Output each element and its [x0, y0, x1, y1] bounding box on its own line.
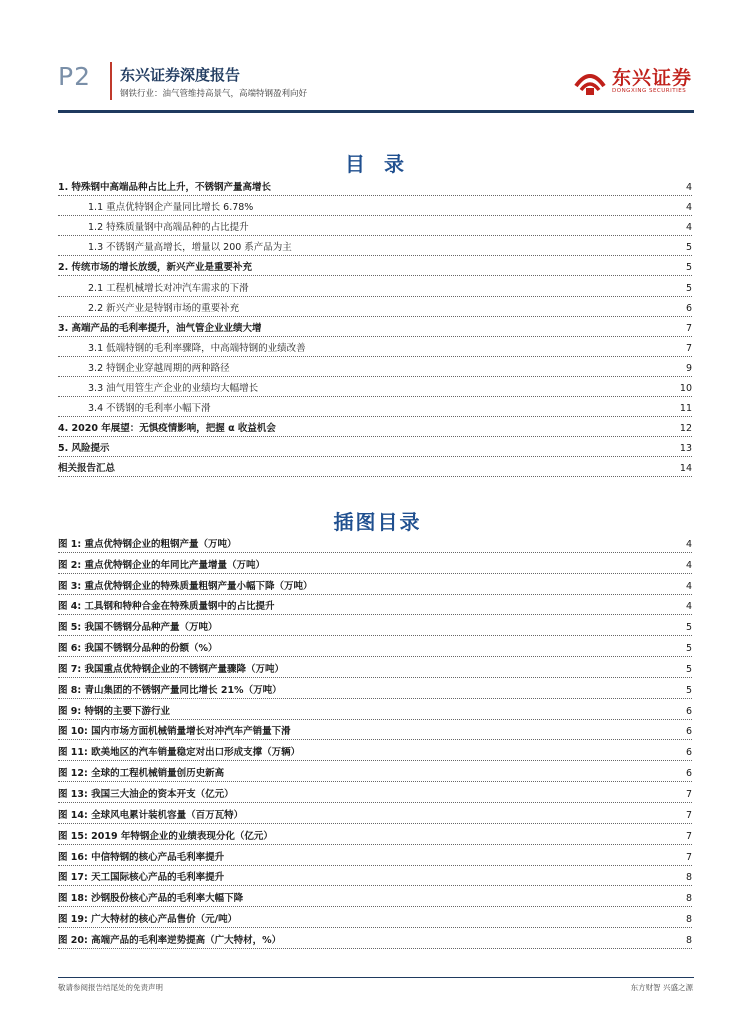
- figure-entry[interactable]: [58, 761, 692, 782]
- toc-entry[interactable]: [58, 317, 692, 337]
- footer-slogan: 东方财智 兴盛之源: [630, 983, 693, 992]
- toc-entry[interactable]: [58, 357, 692, 377]
- entry-title: 图 8: 青山集团的不锈钢产量同比增长 21%（万吨）: [58, 682, 284, 696]
- entry-title: 图 20: 高端产品的毛利率逆势提高（广大特材，%）: [58, 932, 283, 946]
- entry-title: 1.3 不锈钢产量高增长，增量以 200 系产品为主: [88, 239, 294, 253]
- figure-entry[interactable]: [58, 657, 692, 678]
- toc-entry[interactable]: [58, 337, 692, 357]
- figure-entry[interactable]: [58, 803, 692, 824]
- entry-title: 图 19: 广大特材的核心产品售价（元/吨）: [58, 911, 239, 925]
- toc-entry[interactable]: [58, 216, 692, 236]
- entry-page-number: 7: [685, 322, 692, 334]
- figure-entry[interactable]: [58, 699, 692, 720]
- entry-title: 图 15: 2019 年特钢企业的业绩表现分化（亿元）: [58, 828, 275, 842]
- entry-page-number: 11: [679, 403, 692, 415]
- entry-title: 图 12: 全球的工程机械销量创历史新高: [58, 765, 226, 779]
- entry-page-number: 6: [685, 726, 692, 738]
- entry-page-number: 6: [685, 302, 692, 314]
- entry-title: 1.2 特殊质量钢中高端品种的占比提升: [88, 219, 251, 233]
- toc-entry[interactable]: [58, 256, 692, 276]
- figure-entry[interactable]: [58, 615, 692, 636]
- entry-page-number: 4: [685, 580, 692, 592]
- figure-entry[interactable]: [58, 574, 692, 595]
- entry-page-number: 8: [685, 893, 692, 905]
- figure-entry[interactable]: [58, 824, 692, 845]
- toc-entry[interactable]: [58, 176, 692, 196]
- entry-title: 图 7: 我国重点优特钢企业的不锈钢产量骤降（万吨）: [58, 661, 286, 675]
- toc-entry[interactable]: [58, 377, 692, 397]
- figure-entry[interactable]: [58, 740, 692, 761]
- entry-page-number: 4: [685, 222, 692, 234]
- entry-title: 图 14: 全球风电累计装机容量（百万瓦特）: [58, 807, 245, 821]
- toc-entry[interactable]: [58, 297, 692, 317]
- toc-entry[interactable]: [58, 417, 692, 437]
- entry-page-number: 5: [685, 622, 692, 634]
- entry-title: 图 4: 工具钢和特种合金在特殊质量钢中的占比提升: [58, 598, 277, 612]
- entry-title: 2.2 新兴产业是特钢市场的重要补充: [88, 300, 241, 314]
- page-number: P2: [58, 62, 91, 91]
- entry-page-number: 5: [685, 282, 692, 294]
- entry-title: 图 11: 欧美地区的汽车销量稳定对出口形成支撑（万辆）: [58, 744, 302, 758]
- figure-entry[interactable]: [58, 636, 692, 657]
- figure-entry[interactable]: [58, 907, 692, 928]
- entry-page-number: 13: [679, 443, 692, 455]
- figure-entry[interactable]: [58, 532, 692, 553]
- figure-entry[interactable]: [58, 720, 692, 741]
- figure-entry[interactable]: [58, 866, 692, 887]
- company-logo: [572, 60, 712, 104]
- entry-page-number: 4: [685, 559, 692, 571]
- entry-page-number: 8: [685, 872, 692, 884]
- toc-entry[interactable]: [58, 276, 692, 296]
- figure-entry[interactable]: [58, 678, 692, 699]
- entry-title: 1.1 重点优特钢企产量同比增长 6.78%: [88, 199, 255, 213]
- entry-title: 图 16: 中信特钢的核心产品毛利率提升: [58, 849, 226, 863]
- entry-title: 3.1 低端特钢的毛利率骤降，中高端特钢的业绩改善: [88, 340, 308, 354]
- entry-page-number: 6: [685, 768, 692, 780]
- entry-title: 图 5: 我国不锈钢分品种产量（万吨）: [58, 619, 220, 633]
- entry-page-number: 5: [685, 262, 692, 274]
- entry-title: 1. 特殊钢中高端品种占比上升，不锈钢产量高增长: [58, 179, 273, 193]
- entry-title: 图 10: 国内市场方面机械销量增长对冲汽车产销量下滑: [58, 723, 293, 737]
- logo-mark-icon: [572, 64, 608, 98]
- toc-entry[interactable]: [58, 236, 692, 256]
- toc-entry[interactable]: [58, 457, 692, 477]
- entry-page-number: 7: [685, 851, 692, 863]
- logo-english-text: DONGXING SECURITIES: [612, 88, 687, 94]
- footer-rule: [58, 977, 694, 978]
- entry-page-number: 5: [685, 643, 692, 655]
- figure-entry[interactable]: [58, 886, 692, 907]
- figure-entry[interactable]: [58, 553, 692, 574]
- report-title: 东兴证券深度报告: [120, 66, 241, 84]
- table-of-contents: [58, 176, 692, 477]
- entry-title: 3.3 油气用管生产企业的业绩均大幅增长: [88, 380, 260, 394]
- entry-title: 图 1: 重点优特钢企业的粗钢产量（万吨）: [58, 536, 239, 550]
- figure-entry[interactable]: [58, 928, 692, 949]
- toc-entry[interactable]: [58, 196, 692, 216]
- toc-title: 目 录: [345, 152, 410, 176]
- figures-title: 插图目录: [333, 510, 422, 534]
- entry-title: 3.2 特钢企业穿越周期的两种路径: [88, 360, 232, 374]
- entry-title: 2. 传统市场的增长放缓，新兴产业是重要补充: [58, 259, 254, 273]
- entry-title: 图 6: 我国不锈钢分品种的份额（%）: [58, 640, 220, 654]
- entry-page-number: 9: [685, 362, 692, 374]
- entry-title: 3.4 不锈钢的毛利率小幅下滑: [88, 400, 213, 414]
- entry-title: 图 17: 天工国际核心产品的毛利率提升: [58, 869, 226, 883]
- figure-entry[interactable]: [58, 782, 692, 803]
- entry-page-number: 6: [685, 705, 692, 717]
- entry-title: 图 2: 重点优特钢企业的年同比产量增量（万吨）: [58, 557, 267, 571]
- entry-page-number: 4: [685, 601, 692, 613]
- entry-page-number: 5: [685, 242, 692, 254]
- entry-page-number: 8: [685, 934, 692, 946]
- entry-page-number: 10: [679, 383, 692, 395]
- report-header: [0, 0, 755, 112]
- entry-title: 图 13: 我国三大油企的资本开支（亿元）: [58, 786, 236, 800]
- entry-title: 图 9: 特钢的主要下游行业: [58, 703, 172, 717]
- entry-page-number: 5: [685, 684, 692, 696]
- toc-entry[interactable]: [58, 397, 692, 417]
- entry-page-number: 14: [679, 463, 692, 475]
- header-rule: [58, 110, 694, 113]
- entry-title: 4. 2020 年展望：无惧疫情影响，把握 α 收益机会: [58, 420, 278, 434]
- entry-title: 5. 风险提示: [58, 440, 112, 454]
- entry-page-number: 5: [685, 663, 692, 675]
- entry-title: 2.1 工程机械增长对冲汽车需求的下滑: [88, 280, 251, 294]
- entry-page-number: 7: [685, 788, 692, 800]
- entry-page-number: 8: [685, 914, 692, 926]
- entry-page-number: 4: [685, 202, 692, 214]
- entry-title: 3. 高端产品的毛利率提升，油气管企业业绩大增: [58, 320, 264, 334]
- figure-entry[interactable]: [58, 595, 692, 616]
- entry-page-number: 4: [685, 182, 692, 194]
- entry-page-number: 6: [685, 747, 692, 759]
- figure-index: [58, 532, 692, 949]
- logo-text: 东兴证券: [612, 67, 693, 89]
- entry-page-number: 7: [685, 809, 692, 821]
- header-divider: [110, 62, 112, 100]
- entry-title: 图 3: 重点优特钢企业的特殊质量粗钢产量小幅下降（万吨）: [58, 578, 315, 592]
- footer-disclaimer: 敬请参阅报告结尾处的免责声明: [58, 983, 163, 992]
- entry-title: 图 18: 沙钢股份核心产品的毛利率大幅下降: [58, 890, 245, 904]
- entry-page-number: 12: [679, 423, 692, 435]
- entry-page-number: 7: [685, 830, 692, 842]
- report-subtitle: 钢铁行业：油气管维持高景气，高端特钢盈利向好: [120, 89, 308, 99]
- entry-page-number: 7: [685, 342, 692, 354]
- figure-entry[interactable]: [58, 845, 692, 866]
- toc-entry[interactable]: [58, 437, 692, 457]
- entry-title: 相关报告汇总: [58, 460, 117, 474]
- entry-page-number: 4: [685, 538, 692, 550]
